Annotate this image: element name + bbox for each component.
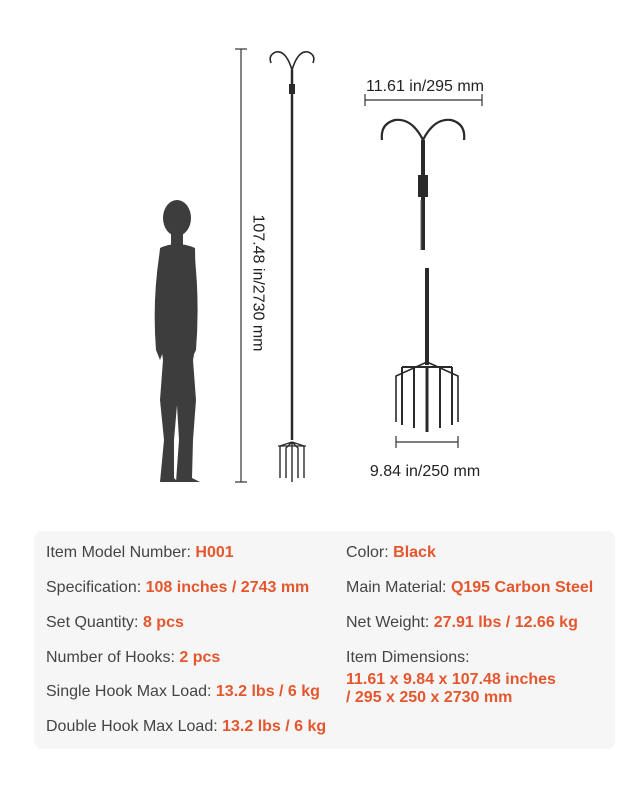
spec-item-dimensions-label: Item Dimensions:: [346, 649, 470, 666]
hook-head-detail: [382, 120, 464, 250]
item-dimensions-line2: / 295 x 250 x 2730 mm: [346, 689, 513, 706]
height-dimension-text: 107.48 in/2730 mm: [249, 214, 267, 352]
spec-set-quantity: Set Quantity: 8 pcs: [46, 614, 184, 631]
specifications-panel: [34, 531, 615, 749]
spec-color: Color: Black: [346, 544, 436, 561]
spec-model-number: Item Model Number: H001: [46, 544, 234, 561]
spec-item-dimensions-value: [346, 671, 556, 707]
spec-specification: Specification: 108 inches / 2743 mm: [46, 579, 310, 596]
hook-width-label: 11.61 in/295 mm: [366, 78, 484, 95]
spec-number-of-hooks: Number of Hooks: 2 pcs: [46, 649, 221, 666]
spec-main-material: Main Material: Q195 Carbon Steel: [346, 579, 594, 596]
base-width-dimension-line: [396, 436, 458, 448]
human-silhouette-icon: [155, 200, 200, 482]
full-shepherd-hook-pole: [270, 52, 314, 482]
base-width-label: 9.84 in/250 mm: [369, 463, 481, 480]
base-stake-detail: [396, 268, 458, 432]
height-dimension-label: [247, 208, 267, 358]
spec-net-weight: Net Weight: 27.91 lbs / 12.66 kg: [346, 614, 578, 631]
item-dimensions-line1: 11.61 x 9.84 x 107.48 inches: [346, 671, 556, 688]
spec-single-hook-load: Single Hook Max Load: 13.2 lbs / 6 kg: [46, 683, 320, 700]
spec-double-hook-load: Double Hook Max Load: 13.2 lbs / 6 kg: [46, 718, 327, 735]
height-dimension-line: [235, 49, 247, 482]
